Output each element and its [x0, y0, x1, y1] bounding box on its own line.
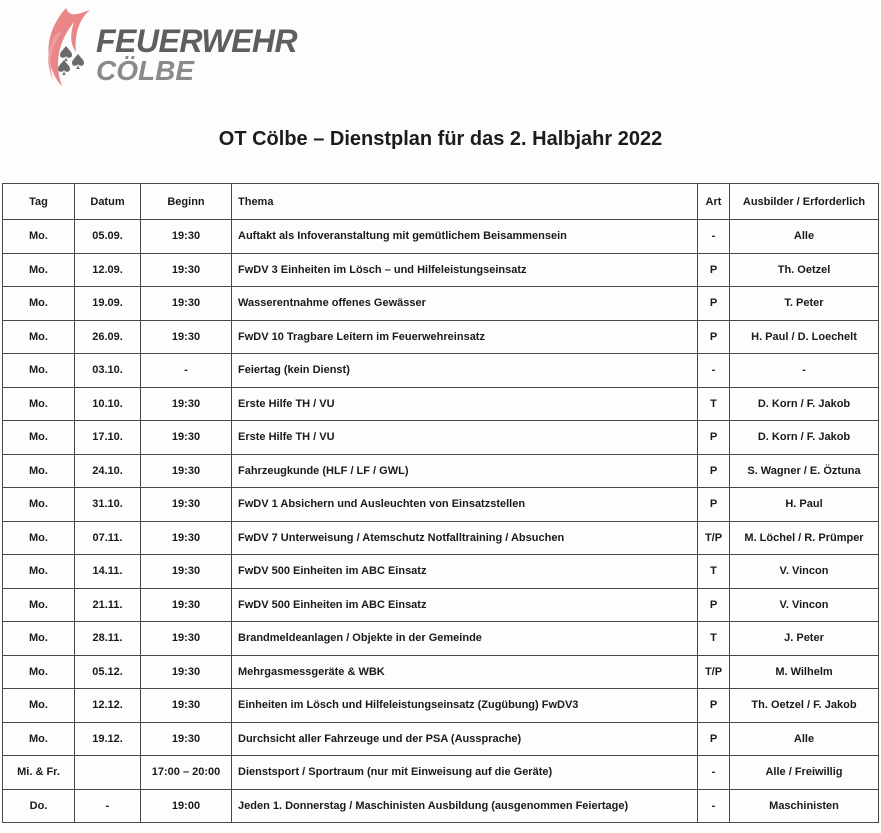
- cell-tag: Mo.: [3, 655, 75, 689]
- cell-ausbilder: Alle: [730, 722, 879, 756]
- cell-thema: Erste Hilfe TH / VU: [232, 387, 698, 421]
- cell-datum: 24.10.: [75, 454, 141, 488]
- cell-tag: Mo.: [3, 521, 75, 555]
- cell-thema: Auftakt als Infoveranstaltung mit gemütlichem Beisammensein: [232, 220, 698, 254]
- cell-beginn: 19:30: [141, 622, 232, 656]
- cell-art: P: [698, 287, 730, 321]
- cell-thema: FwDV 10 Tragbare Leitern im Feuerwehreinsatz: [232, 320, 698, 354]
- logo-text-coelbe: CÖLBE: [96, 55, 194, 86]
- cell-datum: 07.11.: [75, 521, 141, 555]
- cell-datum: 05.09.: [75, 220, 141, 254]
- cell-tag: Mo.: [3, 588, 75, 622]
- cell-datum: -: [75, 789, 141, 823]
- cell-datum: 28.11.: [75, 622, 141, 656]
- cell-thema: Feiertag (kein Dienst): [232, 354, 698, 388]
- cell-art: P: [698, 320, 730, 354]
- cell-datum: 12.09.: [75, 253, 141, 287]
- cell-beginn: 19:30: [141, 689, 232, 723]
- header-art: Art: [698, 184, 730, 220]
- cell-thema: Einheiten im Lösch und Hilfeleistungseinsatz (Zugübung) FwDV3: [232, 689, 698, 723]
- cell-ausbilder: T. Peter: [730, 287, 879, 321]
- schedule-table: [2, 183, 879, 823]
- table-row: [3, 521, 879, 555]
- cell-datum: 26.09.: [75, 320, 141, 354]
- cell-ausbilder: M. Löchel / R. Prümper: [730, 521, 879, 555]
- header-ausbilder: Ausbilder / Erforderlich: [730, 184, 879, 220]
- cell-art: T: [698, 555, 730, 589]
- cell-thema: FwDV 1 Absichern und Ausleuchten von Einsatzstellen: [232, 488, 698, 522]
- cell-datum: 03.10.: [75, 354, 141, 388]
- cell-tag: Mo.: [3, 689, 75, 723]
- cell-datum: 21.11.: [75, 588, 141, 622]
- table-row: [3, 789, 879, 823]
- cell-datum: 12.12.: [75, 689, 141, 723]
- table-row: [3, 421, 879, 455]
- table-header-row: [3, 184, 879, 220]
- cell-tag: Mo.: [3, 722, 75, 756]
- page-title: OT Cölbe – Dienstplan für das 2. Halbjahr 2022: [218, 128, 663, 150]
- cell-thema: Fahrzeugkunde (HLF / LF / GWL): [232, 454, 698, 488]
- cell-beginn: 19:30: [141, 253, 232, 287]
- cell-art: -: [698, 756, 730, 790]
- flame-logo-icon: [36, 4, 100, 88]
- cell-thema: Jeden 1. Donnerstag / Maschinisten Ausbildung (ausgenommen Feiertage): [232, 789, 698, 823]
- table-row: [3, 220, 879, 254]
- table-row: [3, 655, 879, 689]
- table-row: [3, 555, 879, 589]
- cell-art: T/P: [698, 521, 730, 555]
- cell-thema: FwDV 7 Unterweisung / Atemschutz Notfalltraining / Absuchen: [232, 521, 698, 555]
- cell-ausbilder: S. Wagner / E. Öztuna: [730, 454, 879, 488]
- cell-tag: Mo.: [3, 320, 75, 354]
- cell-beginn: 17:00 – 20:00: [141, 756, 232, 790]
- cell-art: -: [698, 789, 730, 823]
- cell-thema: Erste Hilfe TH / VU: [232, 421, 698, 455]
- table-body: [3, 220, 879, 823]
- cell-ausbilder: Th. Oetzel: [730, 253, 879, 287]
- cell-ausbilder: H. Paul: [730, 488, 879, 522]
- cell-beginn: -: [141, 354, 232, 388]
- cell-thema: Brandmeldeanlagen / Objekte in der Gemeinde: [232, 622, 698, 656]
- cell-beginn: 19:00: [141, 789, 232, 823]
- cell-tag: Mi. & Fr.: [3, 756, 75, 790]
- cell-ausbilder: H. Paul / D. Loechelt: [730, 320, 879, 354]
- cell-tag: Mo.: [3, 354, 75, 388]
- cell-art: P: [698, 689, 730, 723]
- cell-ausbilder: D. Korn / F. Jakob: [730, 421, 879, 455]
- cell-tag: Mo.: [3, 488, 75, 522]
- cell-ausbilder: M. Wilhelm: [730, 655, 879, 689]
- cell-beginn: 19:30: [141, 421, 232, 455]
- table-row: [3, 622, 879, 656]
- table-row: [3, 354, 879, 388]
- cell-beginn: 19:30: [141, 588, 232, 622]
- header-beginn: Beginn: [141, 184, 232, 220]
- cell-ausbilder: D. Korn / F. Jakob: [730, 387, 879, 421]
- cell-tag: Do.: [3, 789, 75, 823]
- cell-thema: FwDV 3 Einheiten im Lösch – und Hilfeleistungseinsatz: [232, 253, 698, 287]
- cell-thema: Wasserentnahme offenes Gewässer: [232, 287, 698, 321]
- cell-thema: Mehrgasmessgeräte & WBK: [232, 655, 698, 689]
- table-row: [3, 253, 879, 287]
- cell-thema: Durchsicht aller Fahrzeuge und der PSA (Aussprache): [232, 722, 698, 756]
- cell-art: -: [698, 354, 730, 388]
- cell-datum: 19.12.: [75, 722, 141, 756]
- cell-thema: Dienstsport / Sportraum (nur mit Einweisung auf die Geräte): [232, 756, 698, 790]
- cell-datum: 19.09.: [75, 287, 141, 321]
- cell-beginn: 19:30: [141, 655, 232, 689]
- table-row: [3, 320, 879, 354]
- cell-art: P: [698, 421, 730, 455]
- cell-tag: Mo.: [3, 387, 75, 421]
- cell-art: P: [698, 588, 730, 622]
- cell-tag: Mo.: [3, 622, 75, 656]
- cell-art: P: [698, 253, 730, 287]
- cell-beginn: 19:30: [141, 488, 232, 522]
- cell-ausbilder: J. Peter: [730, 622, 879, 656]
- cell-datum: 05.12.: [75, 655, 141, 689]
- cell-beginn: 19:30: [141, 454, 232, 488]
- table-row: [3, 488, 879, 522]
- cell-ausbilder: -: [730, 354, 879, 388]
- table-row: [3, 756, 879, 790]
- cell-art: T/P: [698, 655, 730, 689]
- cell-datum: 10.10.: [75, 387, 141, 421]
- cell-tag: Mo.: [3, 555, 75, 589]
- table-row: [3, 387, 879, 421]
- cell-beginn: 19:30: [141, 722, 232, 756]
- cell-datum: 31.10.: [75, 488, 141, 522]
- cell-beginn: 19:30: [141, 555, 232, 589]
- header-tag: Tag: [3, 184, 75, 220]
- header-thema: Thema: [232, 184, 698, 220]
- cell-beginn: 19:30: [141, 521, 232, 555]
- cell-art: P: [698, 722, 730, 756]
- logo-text-feuerwehr: FEUERWEHR: [96, 23, 298, 59]
- cell-ausbilder: Th. Oetzel / F. Jakob: [730, 689, 879, 723]
- logo: [36, 4, 296, 88]
- cell-art: P: [698, 488, 730, 522]
- cell-art: T: [698, 622, 730, 656]
- cell-datum: [75, 756, 141, 790]
- cell-tag: Mo.: [3, 253, 75, 287]
- cell-ausbilder: V. Vincon: [730, 555, 879, 589]
- header-datum: Datum: [75, 184, 141, 220]
- table-row: [3, 722, 879, 756]
- cell-art: -: [698, 220, 730, 254]
- cell-tag: Mo.: [3, 287, 75, 321]
- cell-art: T: [698, 387, 730, 421]
- cell-ausbilder: V. Vincon: [730, 588, 879, 622]
- cell-tag: Mo.: [3, 220, 75, 254]
- cell-ausbilder: Alle: [730, 220, 879, 254]
- cell-datum: 14.11.: [75, 555, 141, 589]
- cell-ausbilder: Alle / Freiwillig: [730, 756, 879, 790]
- cell-thema: FwDV 500 Einheiten im ABC Einsatz: [232, 555, 698, 589]
- cell-thema: FwDV 500 Einheiten im ABC Einsatz: [232, 588, 698, 622]
- table-row: [3, 689, 879, 723]
- cell-beginn: 19:30: [141, 387, 232, 421]
- cell-beginn: 19:30: [141, 220, 232, 254]
- cell-art: P: [698, 454, 730, 488]
- table-row: [3, 287, 879, 321]
- cell-tag: Mo.: [3, 421, 75, 455]
- table-row: [3, 454, 879, 488]
- cell-beginn: 19:30: [141, 320, 232, 354]
- cell-datum: 17.10.: [75, 421, 141, 455]
- table-row: [3, 588, 879, 622]
- cell-ausbilder: Maschinisten: [730, 789, 879, 823]
- cell-tag: Mo.: [3, 454, 75, 488]
- cell-beginn: 19:30: [141, 287, 232, 321]
